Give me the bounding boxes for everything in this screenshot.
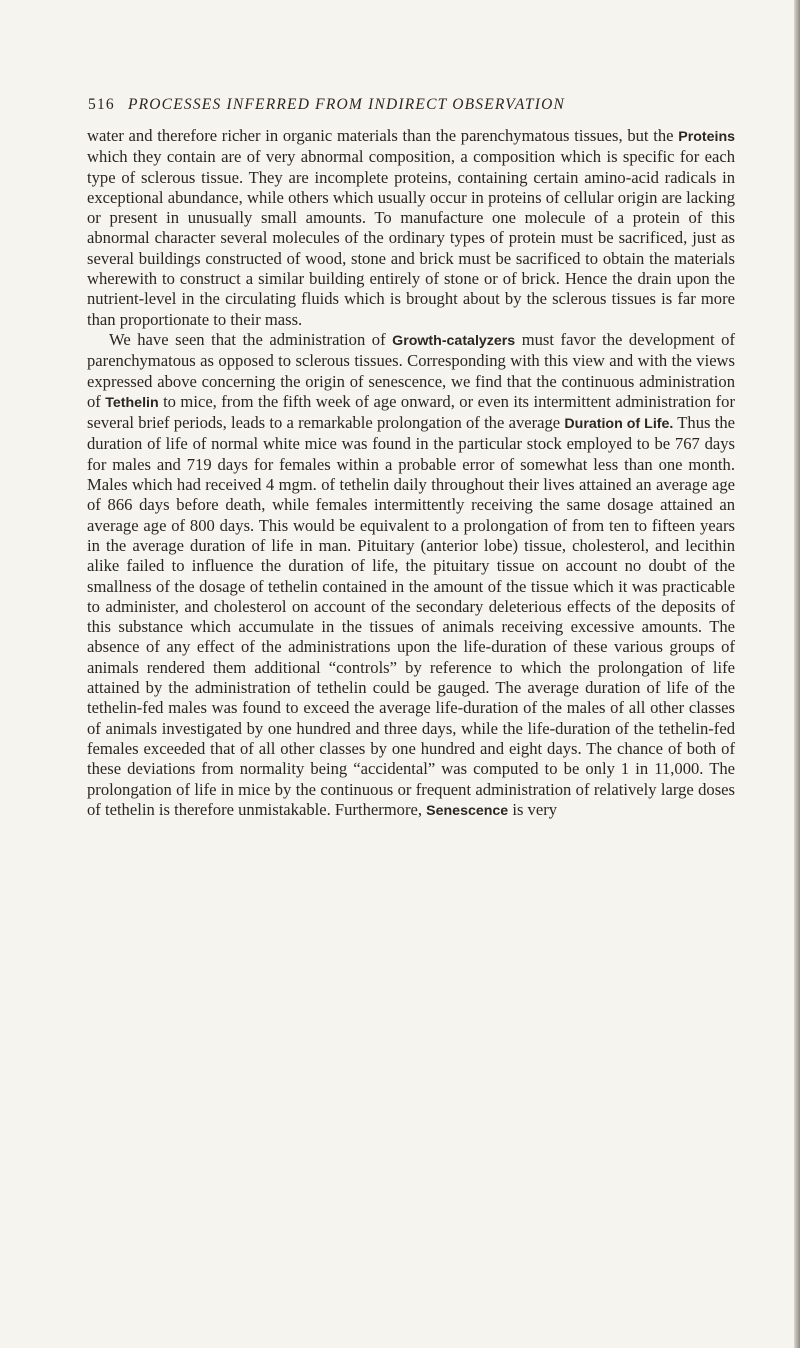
text-run: which they contain are of very abnormal composition, a composition which is specific for each type of sclerous tissue. They are incomplete proteins, containing certain amino-acid radicals in exceptional abundance, while others which usually occur in proteins of cellular origin are lacking or present in unusually small amounts. To manufacture one molecule of a protein of this abnormal character several molecules of the ordinary types of protein must be sacrificed, just as several buildings constructed of wood, stone and brick must be sacrificed to obtain the materials wherewith to construct a similar building entirely of stone or of brick. Hence the drain upon the nutrient-level in the circulating fluids which is brought about by the sclerous tissues is far more than proportionate to their mass. [87, 147, 735, 329]
paragraph [87, 126, 735, 330]
keyword-term: Tethelin [105, 394, 159, 411]
running-title: PROCESSES INFERRED FROM INDIRECT OBSERVATION [127, 96, 566, 113]
body-text [87, 126, 735, 821]
text-run: water and therefore richer in organic materials than the parenchymatous tissues, but the [87, 126, 679, 145]
text-run: Thus the duration of life of normal white mice was found in the particular stock employed to be 767 days for males and 719 days for females within a probable error of somewhat less than one month. Males which had received 4 mgm. of tethelin daily throughout their lives attained an average age of 866 days before death, while females intermittently receiving the same dosage attained an average age of 800 days. This would be equivalent to a prolongation of from ten to fifteen years in the average duration of life in man. Pituitary (anterior lobe) tissue, cholesterol, and lecithin alike failed to influence the duration of life, the pituitary tissue on account no doubt of the smallness of the dosage of tethelin contained in the amount of the tissue which it was practicable to administer, and cholesterol on account of the secondary deleterious effects of the deposits of this substance which accumulate in the tissues of animals receiving excessive amounts. The absence of any effect of the administrations upon the life-duration of these various groups of animals rendered them additional “controls” by reference to which the prolongation of life attained by the administration of tethelin could be gauged. The average duration of life of the tethelin-fed males was found to exceed the average life-duration of the males of all other classes of animals investigated by one hundred and three days, while the life-duration of the tethelin-fed females exceeded that of all other classes by one hundred and eight days. The chance of both of these deviations from normality being “accidental” was computed to be only 1 in 11,000. The prolongation of life in mice by the continuous or frequent administration of relatively large doses of tethelin is therefore unmistakable. Furthermore, [87, 413, 735, 819]
keyword-term: Proteins [678, 129, 735, 145]
text-run: We have seen that the administration of [109, 329, 393, 349]
paragraph [87, 330, 735, 821]
text-run: to mice, from the fifth week of age onward, or even its intermittent administration for several brief periods, leads to a remarkable prolongation of the average [87, 391, 735, 433]
text-run: is very [508, 799, 558, 819]
keyword-term: Growth-catalyzers [392, 332, 516, 349]
page-edge-shadow [794, 0, 800, 1348]
keyword-term: Duration of Life. [564, 416, 674, 433]
running-header [88, 96, 728, 114]
text-run: must favor the development of parenchymatous as opposed to sclerous tissues. Corresponding with this view and with the views expressed above concerning the origin of senescence, we find that the continuous administration of [87, 329, 735, 411]
page-number: 516 [88, 96, 115, 113]
keyword-term: Senescence [426, 802, 509, 819]
